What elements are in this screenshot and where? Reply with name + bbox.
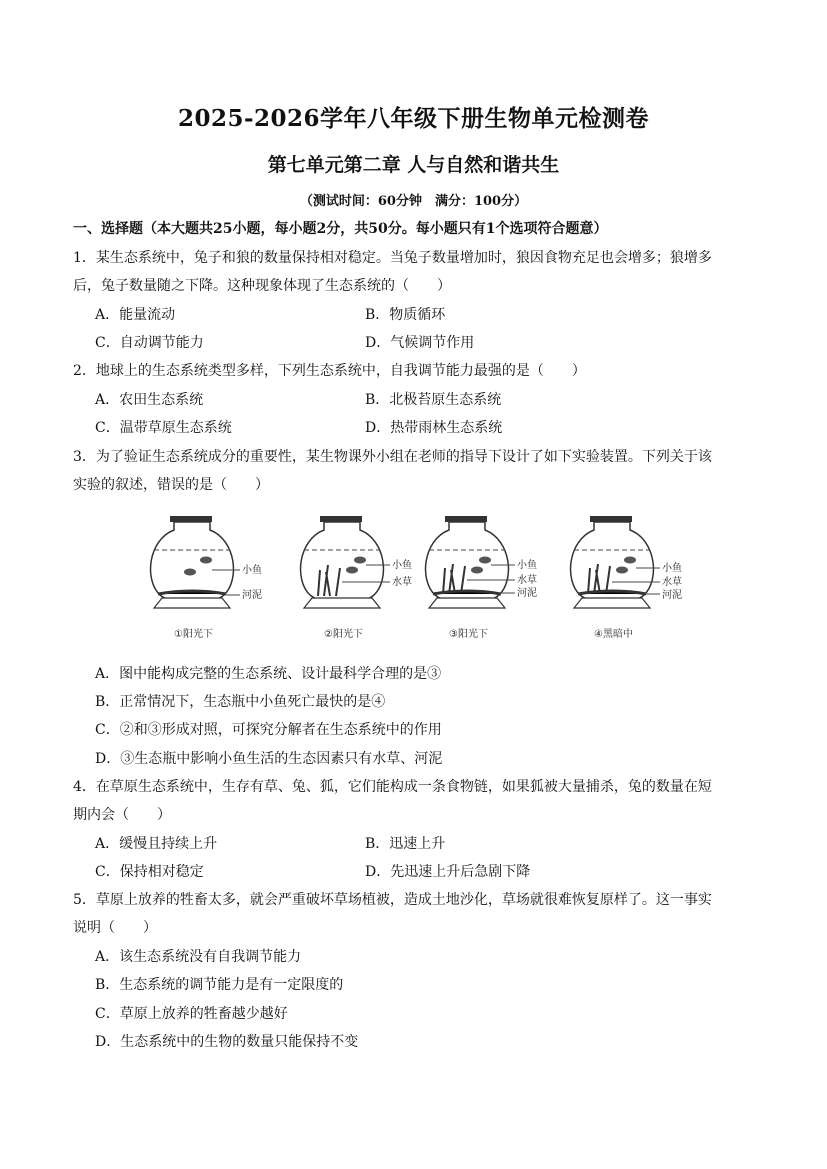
question-4-option-c[interactable]: C．保持相对稳定 — [95, 864, 204, 880]
section-heading: 一、选择题（本大题共25小题，每小题2分，共50分。每小题只有1个选项符合题意） — [73, 221, 608, 237]
question-2-stem-line-1: 2．地球上的生态系统类型多样，下列生态系统中，自我调节能力最强的是（ ） — [73, 363, 586, 379]
question-2-option-d[interactable]: D．热带雨林生态系统 — [365, 420, 503, 436]
question-5-option-d[interactable]: D．生态系统中的生物的数量只能保持不变 — [95, 1034, 359, 1050]
question-2-option-b[interactable]: B．北极苔原生态系统 — [365, 392, 502, 408]
jar-4-label-mud: 河泥 — [662, 590, 682, 601]
question-4-stem-line-2: 期内会（ ） — [73, 807, 171, 823]
question-5-option-b[interactable]: B．生态系统的调节能力是有一定限度的 — [95, 977, 344, 993]
jar-2-caption: ②阳光下 — [324, 629, 363, 640]
page-title: 2025-2026学年八年级下册生物单元检测卷 — [177, 105, 650, 132]
question-1-option-a[interactable]: A．能量流动 — [95, 307, 176, 323]
question-3-option-b[interactable]: B．正常情况下，生态瓶中小鱼死亡最快的是④ — [95, 694, 386, 710]
question-4-option-d[interactable]: D．先迅速上升后急剧下降 — [365, 864, 531, 880]
jar-2-label-fish: 小鱼 — [392, 560, 412, 571]
question-1-stem-line-2: 后，兔子数量随之下降。这种现象体现了生态系统的（ ） — [73, 278, 451, 294]
ecosystem-jars-figure — [140, 510, 700, 655]
question-1-option-c[interactable]: C．自动调节能力 — [95, 335, 204, 351]
jar-3 — [426, 516, 537, 640]
jar-3-label-plant: 水草 — [517, 575, 537, 586]
jar-3-caption: ③阳光下 — [449, 629, 488, 640]
question-5-stem-line-1: 5．草原上放养的牲畜太多，就会严重破坏草场植被，造成土地沙化，草场就很难恢复原样了。这一事实 — [73, 892, 712, 908]
jar-4-label-plant: 水草 — [662, 577, 682, 588]
question-3-option-a[interactable]: A．图中能构成完整的生态系统、设计最科学合理的是③ — [95, 666, 442, 682]
page-subtitle: 第七单元第二章 人与自然和谐共生 — [267, 154, 560, 176]
question-3-stem-line-2: 实验的叙述，错误的是（ ） — [73, 477, 269, 493]
question-4-option-b[interactable]: B．迅速上升 — [365, 836, 446, 852]
question-1-stem-line-1: 1．某生态系统中，兔子和狼的数量保持相对稳定。当兔子数量增加时，狼因食物充足也会增多；狼增多 — [73, 250, 712, 266]
question-3-stem-line-1: 3．为了验证生态系统成分的重要性，某生物课外小组在老师的指导下设计了如下实验装置。下列关于该 — [73, 449, 712, 465]
jar-3-label-mud: 河泥 — [517, 588, 537, 599]
jar-4-label-fish: 小鱼 — [662, 563, 682, 574]
jar-1 — [151, 516, 262, 640]
question-2-option-c[interactable]: C．温带草原生态系统 — [95, 420, 232, 436]
question-4-option-a[interactable]: A．缓慢且持续上升 — [95, 836, 218, 852]
question-5-option-c[interactable]: C．草原上放养的牲畜越少越好 — [95, 1006, 288, 1022]
exam-meta: （测试时间：60分钟 满分：100分） — [299, 194, 528, 209]
jar-3-label-fish: 小鱼 — [517, 560, 537, 571]
question-1-option-b[interactable]: B．物质循环 — [365, 307, 446, 323]
jar-4-caption: ④黑暗中 — [594, 629, 633, 640]
question-5-option-a[interactable]: A．该生态系统没有自我调节能力 — [95, 949, 302, 965]
jar-2-label-plant: 水草 — [392, 577, 412, 588]
jar-1-label-mud: 河泥 — [242, 590, 262, 601]
question-2-option-a[interactable]: A．农田生态系统 — [95, 392, 204, 408]
jar-1-label-fish: 小鱼 — [242, 565, 262, 576]
question-4-stem-line-1: 4．在草原生态系统中，生存有草、兔、狐，它们能构成一条食物链，如果狐被大量捕杀，兔的数量在短 — [73, 779, 712, 795]
jar-1-caption: ①阳光下 — [174, 629, 213, 640]
jar-4 — [571, 516, 682, 640]
jar-2 — [301, 516, 412, 640]
question-3-option-c[interactable]: C．②和③形成对照，可探究分解者在生态系统中的作用 — [95, 722, 442, 738]
question-1-option-d[interactable]: D．气候调节作用 — [365, 335, 475, 351]
question-5-stem-line-2: 说明（ ） — [73, 920, 157, 936]
question-3-option-d[interactable]: D．③生态瓶中影响小鱼生活的生态因素只有水草、河泥 — [95, 751, 443, 767]
